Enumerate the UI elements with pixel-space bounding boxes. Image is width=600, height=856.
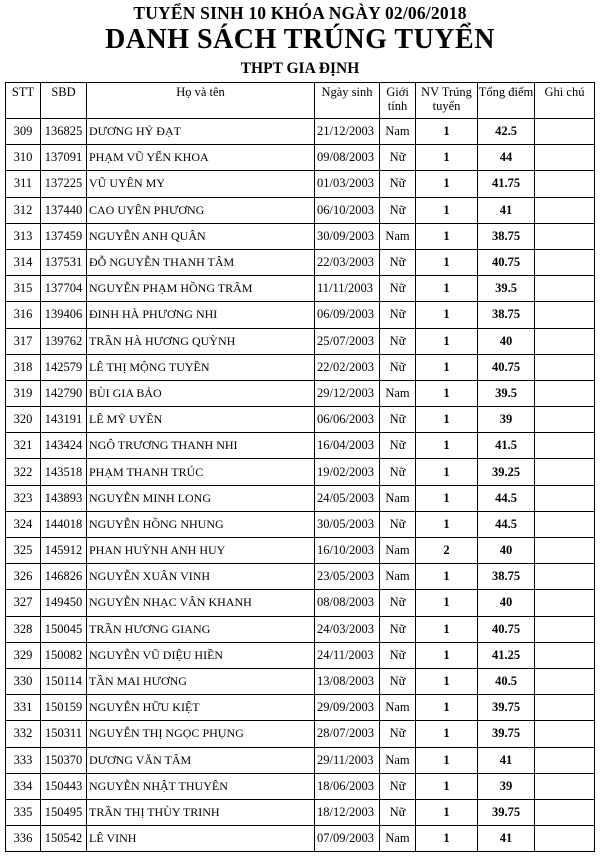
cell-name: TRẦN THỊ THÙY TRINH — [87, 799, 315, 825]
cell-gender: Nữ — [380, 328, 416, 354]
cell-total: 40.5 — [478, 668, 535, 694]
cell-gender: Nam — [380, 119, 416, 145]
cell-nv: 1 — [416, 459, 478, 485]
cell-total: 41 — [478, 747, 535, 773]
cell-dob: 16/04/2003 — [315, 433, 380, 459]
cell-gender: Nữ — [380, 197, 416, 223]
cell-note — [535, 564, 595, 590]
cell-sbd: 150542 — [41, 826, 87, 852]
table-row — [6, 564, 595, 590]
cell-total: 39.5 — [478, 380, 535, 406]
cell-stt: 314 — [6, 249, 41, 275]
cell-nv: 1 — [416, 485, 478, 511]
header-nv-line2: tuyển — [432, 99, 461, 113]
cell-note — [535, 642, 595, 668]
cell-gender: Nam — [380, 826, 416, 852]
table-row — [6, 511, 595, 537]
cell-name: NGUYỄN NHẬT THUYÊN — [87, 773, 315, 799]
cell-dob: 29/11/2003 — [315, 747, 380, 773]
cell-nv: 1 — [416, 826, 478, 852]
cell-name: TRẦN HƯƠNG GIANG — [87, 616, 315, 642]
cell-dob: 22/03/2003 — [315, 249, 380, 275]
table-row — [6, 485, 595, 511]
cell-nv: 1 — [416, 276, 478, 302]
cell-sbd: 150443 — [41, 773, 87, 799]
header-stt: STT — [6, 83, 41, 119]
cell-sbd: 143893 — [41, 485, 87, 511]
cell-note — [535, 380, 595, 406]
cell-total: 39.75 — [478, 695, 535, 721]
cell-total: 40.75 — [478, 249, 535, 275]
admission-table — [5, 82, 595, 852]
table-row — [6, 590, 595, 616]
cell-total: 39.75 — [478, 721, 535, 747]
cell-nv: 1 — [416, 511, 478, 537]
cell-dob: 13/08/2003 — [315, 668, 380, 694]
table-row — [6, 354, 595, 380]
cell-note — [535, 302, 595, 328]
cell-note — [535, 538, 595, 564]
cell-nv: 2 — [416, 538, 478, 564]
cell-gender: Nữ — [380, 590, 416, 616]
cell-total: 38.75 — [478, 564, 535, 590]
cell-stt: 310 — [6, 145, 41, 171]
cell-note — [535, 459, 595, 485]
cell-note — [535, 433, 595, 459]
cell-dob: 25/07/2003 — [315, 328, 380, 354]
cell-total: 38.75 — [478, 223, 535, 249]
table-row — [6, 197, 595, 223]
cell-nv: 1 — [416, 197, 478, 223]
cell-name: DƯƠNG VĂN TÂM — [87, 747, 315, 773]
cell-gender: Nam — [380, 747, 416, 773]
cell-name: PHAN HUỲNH ANH HUY — [87, 538, 315, 564]
cell-dob: 29/09/2003 — [315, 695, 380, 721]
cell-sbd: 137459 — [41, 223, 87, 249]
cell-sbd: 149450 — [41, 590, 87, 616]
cell-total: 41.5 — [478, 433, 535, 459]
cell-dob: 19/02/2003 — [315, 459, 380, 485]
cell-stt: 333 — [6, 747, 41, 773]
cell-sbd: 136825 — [41, 119, 87, 145]
cell-note — [535, 773, 595, 799]
cell-gender: Nam — [380, 380, 416, 406]
cell-dob: 30/05/2003 — [315, 511, 380, 537]
cell-total: 40 — [478, 590, 535, 616]
cell-nv: 1 — [416, 119, 478, 145]
cell-stt: 329 — [6, 642, 41, 668]
cell-total: 44 — [478, 145, 535, 171]
cell-sbd: 137225 — [41, 171, 87, 197]
cell-name: CAO UYÊN PHƯƠNG — [87, 197, 315, 223]
cell-dob: 16/10/2003 — [315, 538, 380, 564]
cell-stt: 327 — [6, 590, 41, 616]
cell-nv: 1 — [416, 668, 478, 694]
header-total: Tổng điểm — [478, 83, 535, 119]
cell-gender: Nữ — [380, 616, 416, 642]
cell-sbd: 150159 — [41, 695, 87, 721]
header-gender-line2: tính — [387, 99, 408, 113]
cell-stt: 328 — [6, 616, 41, 642]
cell-name: LÊ THỊ MỘNG TUYỀN — [87, 354, 315, 380]
cell-gender: Nữ — [380, 433, 416, 459]
cell-gender: Nữ — [380, 721, 416, 747]
table-row — [6, 302, 595, 328]
cell-stt: 334 — [6, 773, 41, 799]
cell-note — [535, 276, 595, 302]
cell-name: NGUYỄN THỊ NGỌC PHỤNG — [87, 721, 315, 747]
table-row — [6, 799, 595, 825]
cell-dob: 06/06/2003 — [315, 407, 380, 433]
cell-sbd: 137704 — [41, 276, 87, 302]
cell-note — [535, 695, 595, 721]
cell-stt: 312 — [6, 197, 41, 223]
cell-stt: 323 — [6, 485, 41, 511]
cell-nv: 1 — [416, 223, 478, 249]
cell-sbd: 150045 — [41, 616, 87, 642]
table-row — [6, 433, 595, 459]
cell-note — [535, 616, 595, 642]
cell-gender: Nữ — [380, 407, 416, 433]
cell-nv: 1 — [416, 249, 478, 275]
cell-nv: 1 — [416, 380, 478, 406]
table-row — [6, 407, 595, 433]
cell-total: 41.25 — [478, 642, 535, 668]
cell-gender: Nữ — [380, 302, 416, 328]
cell-nv: 1 — [416, 407, 478, 433]
cell-nv: 1 — [416, 721, 478, 747]
table-row — [6, 459, 595, 485]
cell-nv: 1 — [416, 590, 478, 616]
table-row — [6, 773, 595, 799]
cell-nv: 1 — [416, 799, 478, 825]
cell-note — [535, 249, 595, 275]
cell-dob: 24/03/2003 — [315, 616, 380, 642]
cell-note — [535, 485, 595, 511]
cell-sbd: 150082 — [41, 642, 87, 668]
table-row — [6, 145, 595, 171]
cell-sbd: 142790 — [41, 380, 87, 406]
cell-sbd: 139762 — [41, 328, 87, 354]
cell-dob: 23/05/2003 — [315, 564, 380, 590]
school-name: THPT GIA ĐỊNH — [240, 60, 360, 77]
cell-name: NGUYỄN MINH LONG — [87, 485, 315, 511]
cell-gender: Nữ — [380, 171, 416, 197]
cell-note — [535, 407, 595, 433]
cell-total: 39 — [478, 407, 535, 433]
cell-name: PHẠM VŨ YẾN KHOA — [87, 145, 315, 171]
cell-name: NGUYỄN NHẠC VÂN KHANH — [87, 590, 315, 616]
cell-dob: 06/10/2003 — [315, 197, 380, 223]
cell-name: NGUYỄN ANH QUÂN — [87, 223, 315, 249]
cell-nv: 1 — [416, 328, 478, 354]
cell-note — [535, 145, 595, 171]
cell-nv: 1 — [416, 642, 478, 668]
cell-sbd: 144018 — [41, 511, 87, 537]
cell-sbd: 146826 — [41, 564, 87, 590]
cell-name: TRẦN HÀ HƯƠNG QUỲNH — [87, 328, 315, 354]
cell-nv: 1 — [416, 747, 478, 773]
cell-dob: 24/11/2003 — [315, 642, 380, 668]
cell-dob: 24/05/2003 — [315, 485, 380, 511]
cell-sbd: 137531 — [41, 249, 87, 275]
cell-nv: 1 — [416, 354, 478, 380]
header-nv-line1: NV Trúng — [421, 85, 472, 99]
cell-gender: Nam — [380, 223, 416, 249]
cell-dob: 29/12/2003 — [315, 380, 380, 406]
cell-sbd: 142579 — [41, 354, 87, 380]
cell-note — [535, 223, 595, 249]
cell-total: 40.75 — [478, 616, 535, 642]
cell-total: 39 — [478, 773, 535, 799]
cell-stt: 320 — [6, 407, 41, 433]
cell-stt: 324 — [6, 511, 41, 537]
cell-total: 39.5 — [478, 276, 535, 302]
cell-nv: 1 — [416, 695, 478, 721]
cell-gender: Nam — [380, 485, 416, 511]
cell-note — [535, 511, 595, 537]
header-nv — [416, 83, 478, 119]
cell-dob: 11/11/2003 — [315, 276, 380, 302]
cell-gender: Nam — [380, 564, 416, 590]
cell-sbd: 137440 — [41, 197, 87, 223]
cell-stt: 325 — [6, 538, 41, 564]
cell-note — [535, 328, 595, 354]
cell-total: 39.75 — [478, 799, 535, 825]
cell-gender: Nam — [380, 538, 416, 564]
cell-total: 41 — [478, 826, 535, 852]
cell-total: 40 — [478, 538, 535, 564]
cell-stt: 311 — [6, 171, 41, 197]
list-title: DANH SÁCH TRÚNG TUYỂN — [105, 24, 495, 55]
cell-gender: Nữ — [380, 249, 416, 275]
header-gender — [380, 83, 416, 119]
cell-nv: 1 — [416, 433, 478, 459]
cell-name: NGUYỄN VŨ DIỆU HIỀN — [87, 642, 315, 668]
cell-dob: 07/09/2003 — [315, 826, 380, 852]
cell-dob: 21/12/2003 — [315, 119, 380, 145]
cell-name: LÊ VINH — [87, 826, 315, 852]
cell-name: LÊ MỸ UYÊN — [87, 407, 315, 433]
cell-stt: 326 — [6, 564, 41, 590]
cell-sbd: 150114 — [41, 668, 87, 694]
cell-total: 40.75 — [478, 354, 535, 380]
cell-nv: 1 — [416, 302, 478, 328]
cell-total: 40 — [478, 328, 535, 354]
cell-stt: 318 — [6, 354, 41, 380]
cell-name: BÙI GIA BẢO — [87, 380, 315, 406]
cell-name: NGUYỄN HỮU KIỆT — [87, 695, 315, 721]
cell-name: NGUYỄN XUÂN VINH — [87, 564, 315, 590]
cell-note — [535, 799, 595, 825]
header-name: Họ và tên — [87, 83, 315, 119]
cell-total: 38.75 — [478, 302, 535, 328]
table-row — [6, 695, 595, 721]
table-row — [6, 668, 595, 694]
cell-name: ĐINH HÀ PHƯƠNG NHI — [87, 302, 315, 328]
cell-note — [535, 826, 595, 852]
cell-name: ĐỖ NGUYỄN THANH TÂM — [87, 249, 315, 275]
cell-stt: 335 — [6, 799, 41, 825]
cell-note — [535, 354, 595, 380]
cell-sbd: 150311 — [41, 721, 87, 747]
table-row — [6, 119, 595, 145]
cell-stt: 330 — [6, 668, 41, 694]
cell-name: NGÔ TRƯƠNG THANH NHI — [87, 433, 315, 459]
cell-note — [535, 197, 595, 223]
cell-total: 44.5 — [478, 511, 535, 537]
header-gender-line1: Giới — [386, 85, 409, 99]
cell-total: 42.5 — [478, 119, 535, 145]
cell-sbd: 143191 — [41, 407, 87, 433]
cell-stt: 322 — [6, 459, 41, 485]
cell-dob: 22/02/2003 — [315, 354, 380, 380]
cell-nv: 1 — [416, 145, 478, 171]
table-row — [6, 826, 595, 852]
cell-gender: Nữ — [380, 511, 416, 537]
cell-name: PHẠM THANH TRÚC — [87, 459, 315, 485]
cell-sbd: 139406 — [41, 302, 87, 328]
cell-dob: 06/09/2003 — [315, 302, 380, 328]
cell-stt: 315 — [6, 276, 41, 302]
cell-gender: Nam — [380, 695, 416, 721]
cell-total: 41.75 — [478, 171, 535, 197]
cell-gender: Nữ — [380, 459, 416, 485]
cell-note — [535, 747, 595, 773]
cell-gender: Nữ — [380, 276, 416, 302]
cell-dob: 28/07/2003 — [315, 721, 380, 747]
cell-total: 39.25 — [478, 459, 535, 485]
cell-note — [535, 590, 595, 616]
cell-nv: 1 — [416, 171, 478, 197]
cell-dob: 09/08/2003 — [315, 145, 380, 171]
table-row — [6, 721, 595, 747]
cell-stt: 319 — [6, 380, 41, 406]
cell-name: TẦN MAI HƯƠNG — [87, 668, 315, 694]
cell-dob: 30/09/2003 — [315, 223, 380, 249]
cell-sbd: 143424 — [41, 433, 87, 459]
cell-sbd: 150370 — [41, 747, 87, 773]
cell-dob: 18/06/2003 — [315, 773, 380, 799]
table-row — [6, 328, 595, 354]
cell-stt: 336 — [6, 826, 41, 852]
cell-stt: 316 — [6, 302, 41, 328]
cell-note — [535, 119, 595, 145]
cell-dob: 18/12/2003 — [315, 799, 380, 825]
cell-total: 44.5 — [478, 485, 535, 511]
cell-name: VŨ UYÊN MY — [87, 171, 315, 197]
exam-title: TUYỂN SINH 10 KHÓA NGÀY 02/06/2018 — [133, 3, 467, 23]
cell-gender: Nữ — [380, 354, 416, 380]
table-row — [6, 276, 595, 302]
table-row — [6, 171, 595, 197]
cell-dob: 08/08/2003 — [315, 590, 380, 616]
cell-total: 41 — [478, 197, 535, 223]
header-note: Ghi chú — [535, 83, 595, 119]
cell-gender: Nữ — [380, 799, 416, 825]
table-row — [6, 380, 595, 406]
cell-sbd: 143518 — [41, 459, 87, 485]
cell-stt: 332 — [6, 721, 41, 747]
cell-note — [535, 668, 595, 694]
cell-stt: 309 — [6, 119, 41, 145]
cell-nv: 1 — [416, 616, 478, 642]
table-row — [6, 747, 595, 773]
cell-stt: 313 — [6, 223, 41, 249]
cell-dob: 01/03/2003 — [315, 171, 380, 197]
table-row — [6, 616, 595, 642]
cell-gender: Nữ — [380, 773, 416, 799]
table-header-row — [6, 83, 595, 119]
table-row — [6, 538, 595, 564]
cell-gender: Nữ — [380, 642, 416, 668]
cell-name: NGUYỄN HỒNG NHUNG — [87, 511, 315, 537]
cell-name: NGUYỄN PHẠM HỒNG TRÂM — [87, 276, 315, 302]
header-dob: Ngày sinh — [315, 83, 380, 119]
cell-note — [535, 721, 595, 747]
cell-nv: 1 — [416, 773, 478, 799]
table-row — [6, 223, 595, 249]
header-sbd: SBD — [41, 83, 87, 119]
cell-stt: 331 — [6, 695, 41, 721]
cell-gender: Nữ — [380, 668, 416, 694]
table-body — [6, 119, 595, 852]
cell-sbd: 150495 — [41, 799, 87, 825]
cell-stt: 317 — [6, 328, 41, 354]
table-row — [6, 249, 595, 275]
table-row — [6, 642, 595, 668]
cell-sbd: 137091 — [41, 145, 87, 171]
cell-note — [535, 171, 595, 197]
cell-sbd: 145912 — [41, 538, 87, 564]
cell-nv: 1 — [416, 564, 478, 590]
cell-gender: Nữ — [380, 145, 416, 171]
cell-stt: 321 — [6, 433, 41, 459]
cell-name: DƯƠNG HỶ ĐẠT — [87, 119, 315, 145]
